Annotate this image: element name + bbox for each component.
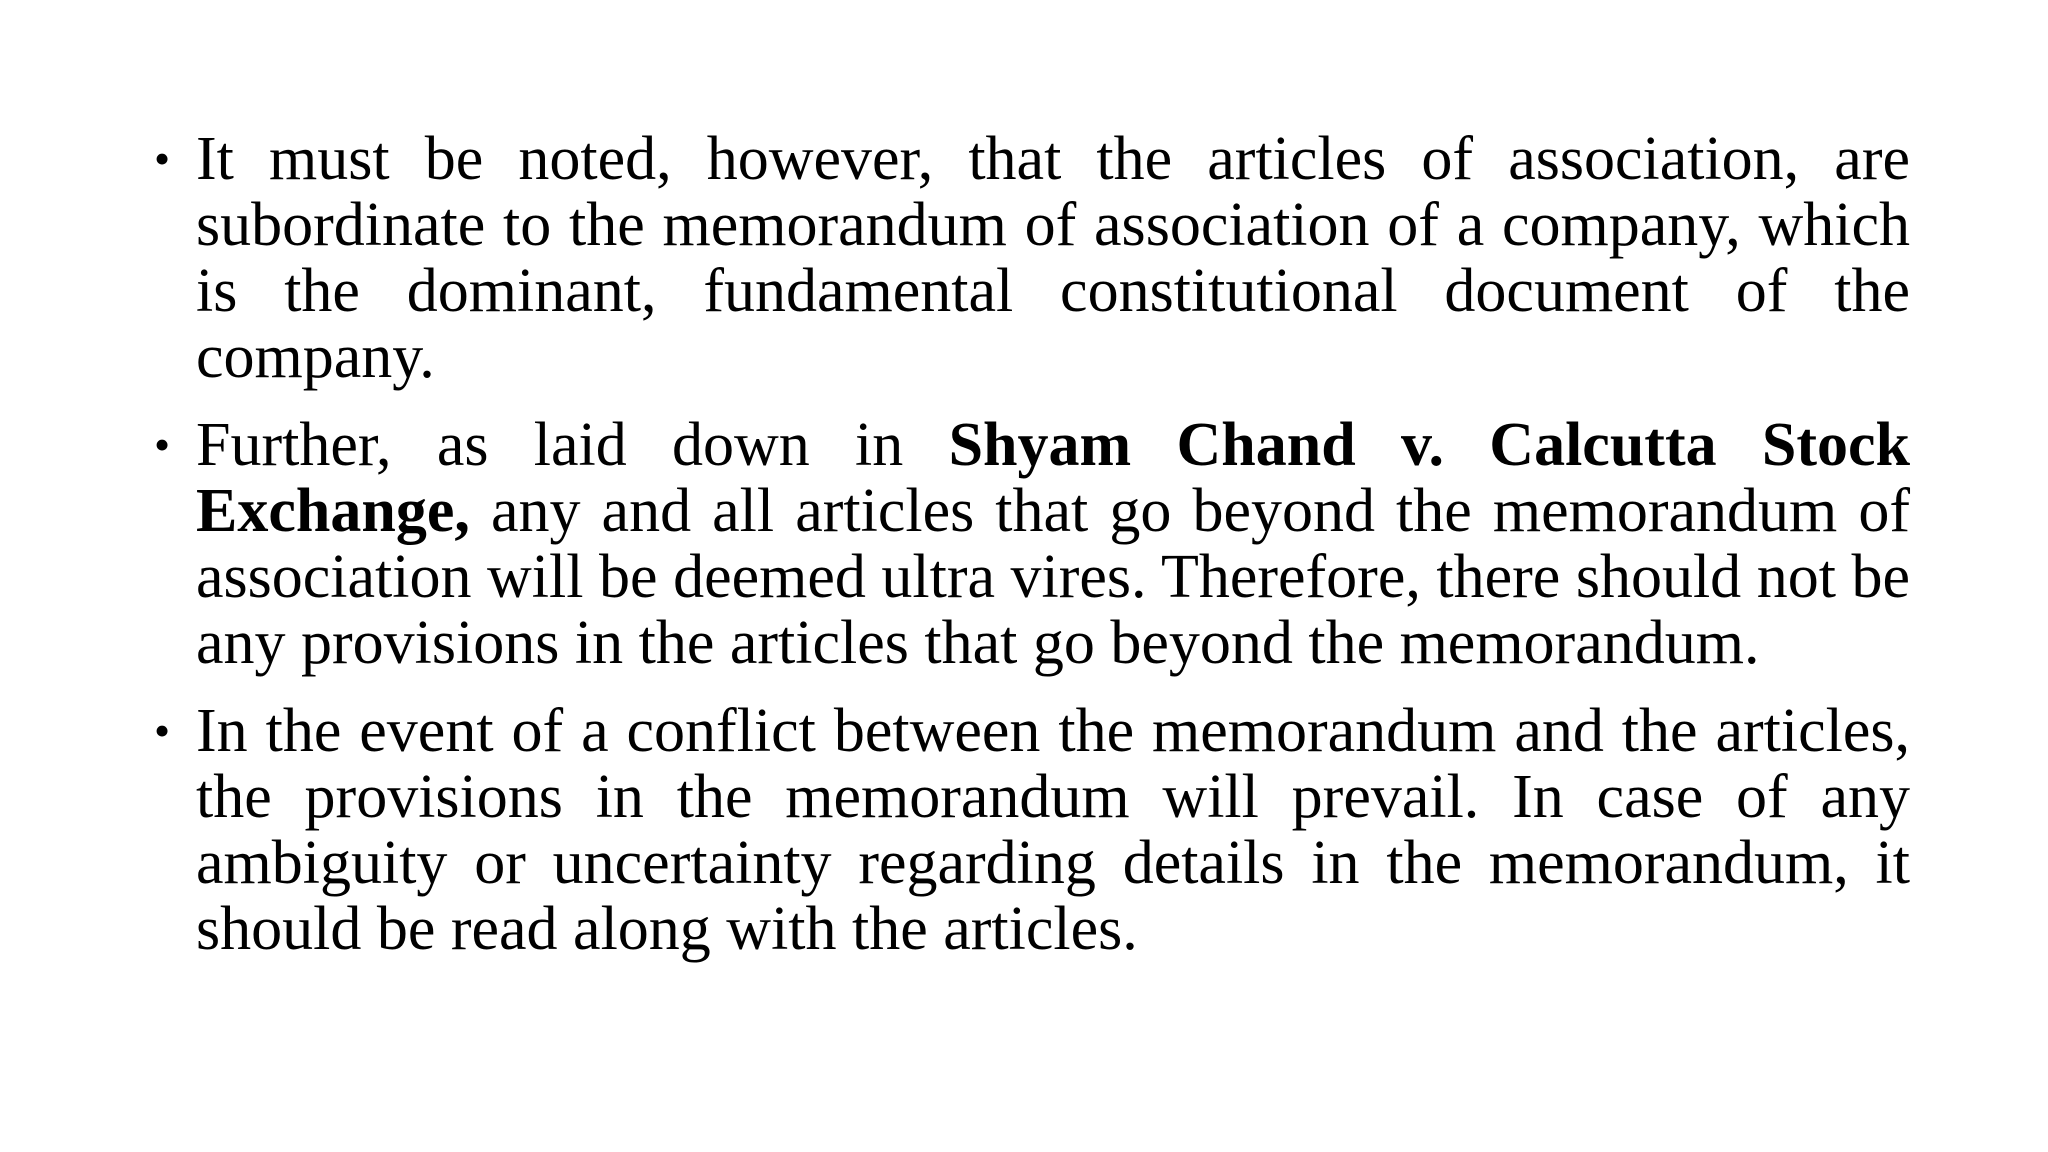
bullet-icon: • (154, 419, 171, 470)
bullet-icon: • (154, 133, 171, 184)
bullet-icon: • (154, 705, 171, 756)
bullet-text: It must be noted, however, that the articles of association, are subordinate to the memorandum of association of a company, which is the dominant, fundamental constitutional document of the company. (196, 125, 1910, 391)
bullet-text-before: Further, as laid down in (196, 411, 949, 479)
bullet-list (150, 126, 1910, 962)
case-citation: Shyam Chand v. Calcutta Stock Exchange, (196, 411, 1911, 545)
bullet-text-after: any and all articles that go beyond the memorandum of association will be deemed ultra vires. Therefore, there should not be any provisions in the articles that go beyond the memorandum. (196, 477, 1910, 677)
bullet-item-3 (150, 698, 1910, 962)
bullet-text: In the event of a conflict between the memorandum and the articles, the provisions in the memorandum will prevail. In case of any ambiguity or uncertainty regarding details in the memorandum, it should be read along with the articles. (196, 697, 1910, 963)
bullet-item-2 (150, 412, 1910, 676)
bullet-item-1 (150, 126, 1910, 390)
